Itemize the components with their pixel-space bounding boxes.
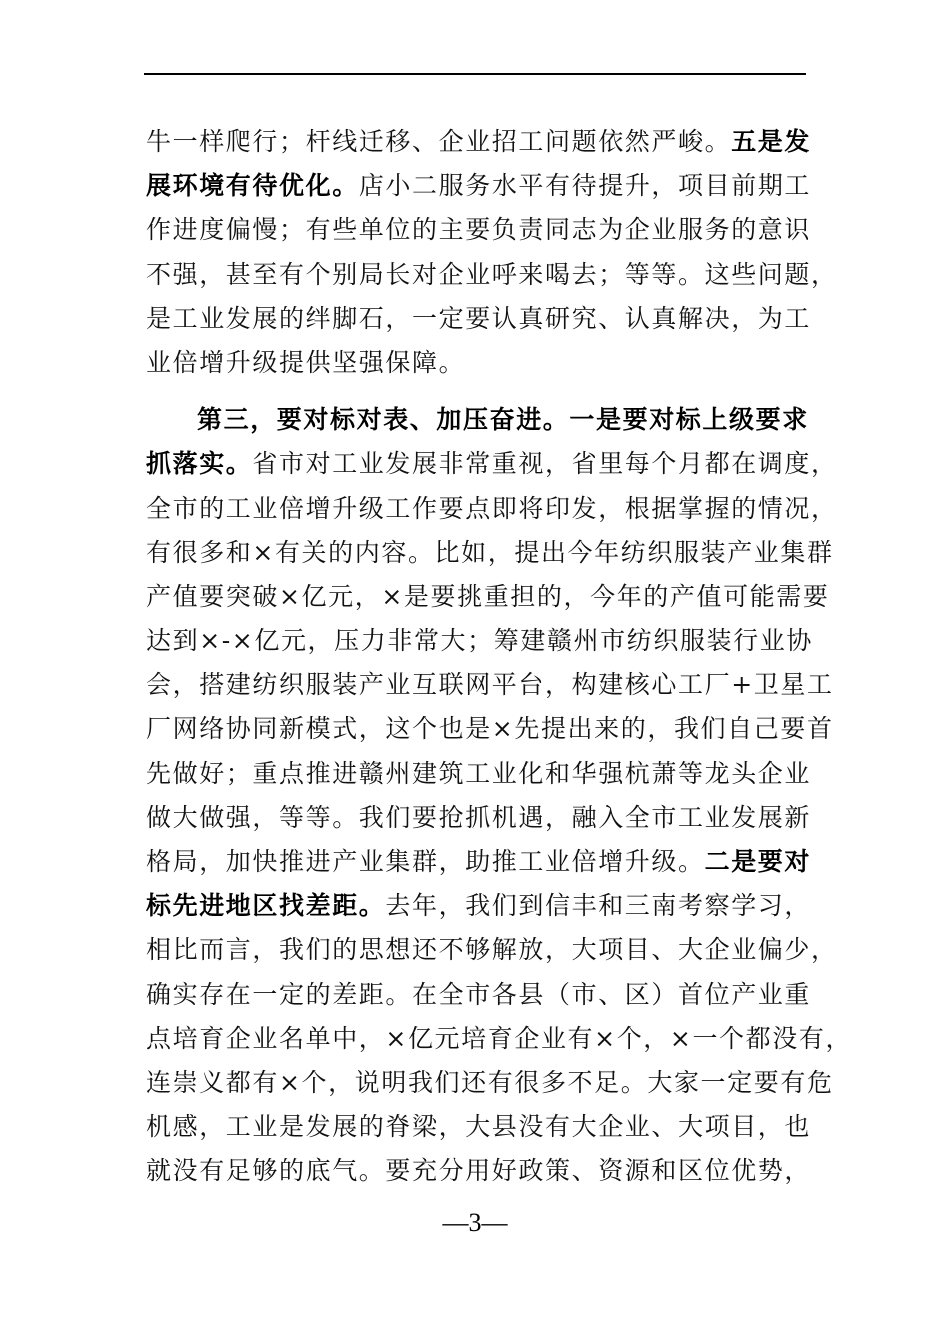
text-line (146, 120, 811, 164)
text-run: 业倍增升级提供坚强保障。 (146, 347, 466, 377)
text-line (146, 884, 811, 928)
text-run: 相比而言，我们的思想还不够解放，大项目、大企业偏少， (146, 935, 838, 965)
text-run: 去年，我们到信丰和三南考察学习， (385, 891, 812, 921)
text-line (146, 442, 838, 486)
bold-text: 抓落实。 (146, 449, 253, 479)
bold-text: 第三，要对标对表、加压奋进。一是要对标上级要求 (197, 405, 809, 435)
text-line (146, 707, 834, 751)
text-run: 机感，工业是发展的脊梁，大县没有大企业、大项目，也 (146, 1112, 812, 1142)
text-run: 全市的工业倍增升级工作要点即将印发，根据掌握的情况， (146, 493, 838, 523)
text-run: 就没有足够的底气。要充分用好政策、资源和区位优势， (146, 1156, 812, 1186)
text-run: 连崇义都有×个，说明我们还有很多不足。大家一定要有危 (146, 1067, 834, 1097)
text-run: 不强，甚至有个别局长对企业呼来喝去；等等。这些问题， (146, 259, 838, 289)
header-rule (144, 73, 806, 75)
text-line (146, 487, 838, 531)
bold-text: 展环境有待优化。 (146, 171, 359, 201)
text-line (146, 575, 830, 619)
text-run: 是工业发展的绊脚石，一定要认真研究、认真解决，为工 (146, 303, 812, 333)
text-line (146, 531, 834, 575)
text-run: 确实存在一定的差距。在全市各县（市、区）首位产业重 (146, 979, 812, 1009)
text-run: 达到×-×亿元，压力非常大；筹建赣州市纺织服装行业协 (146, 626, 813, 656)
text-line (146, 752, 811, 796)
text-run: 格局，加快推进产业集群，助推工业倍增升级。 (146, 847, 705, 876)
text-line (146, 796, 811, 840)
text-line (146, 341, 811, 385)
bold-text: 五是发 (731, 127, 812, 156)
text-line (146, 398, 811, 442)
text-run: 做大做强，等等。我们要抢抓机遇，融入全市工业发展新 (146, 802, 812, 832)
text-run: 作进度偏慢；有些单位的主要负责同志为企业服务的意识 (146, 215, 812, 245)
page-number: —3— (442, 1208, 508, 1237)
text-run: 会，搭建纺织服装产业互联网平台，构建核心工厂+卫星工 (146, 670, 834, 700)
text-line (146, 840, 811, 884)
text-line (146, 928, 838, 972)
text-run: 牛一样爬行；杆线迁移、企业招工问题依然严峻。 (146, 127, 732, 156)
text-run: 店小二服务水平有待提升，项目前期工 (358, 171, 812, 201)
text-run: 有很多和×有关的内容。比如，提出今年纺织服装产业集群 (146, 537, 834, 567)
text-line (146, 1061, 834, 1105)
text-line (146, 164, 811, 208)
text-run: 产值要突破×亿元，×是要挑重担的，今年的产值可能需要 (146, 581, 830, 611)
text-line (146, 208, 811, 252)
text-run: 点培育企业名单中，×亿元培育企业有×个，×一个都没有， (146, 1023, 853, 1053)
text-line (146, 1149, 811, 1193)
text-line (146, 619, 811, 663)
text-line (146, 297, 811, 341)
text-line (146, 973, 811, 1017)
text-run: 厂网络协同新模式，这个也是×先提出来的，我们自己要首 (146, 714, 834, 744)
text-line (146, 1105, 811, 1149)
text-line (146, 663, 834, 707)
text-run: 先做好；重点推进赣州建筑工业化和华强杭萧等龙头企业 (146, 758, 812, 788)
text-line (146, 253, 838, 297)
text-run: 省市对工业发展非常重视，省里每个月都在调度， (252, 449, 838, 479)
text-line (146, 1017, 853, 1061)
bold-text: 标先进地区找差距。 (146, 891, 386, 921)
bold-text: 二是要对 (704, 847, 812, 876)
body-text (146, 120, 853, 1194)
